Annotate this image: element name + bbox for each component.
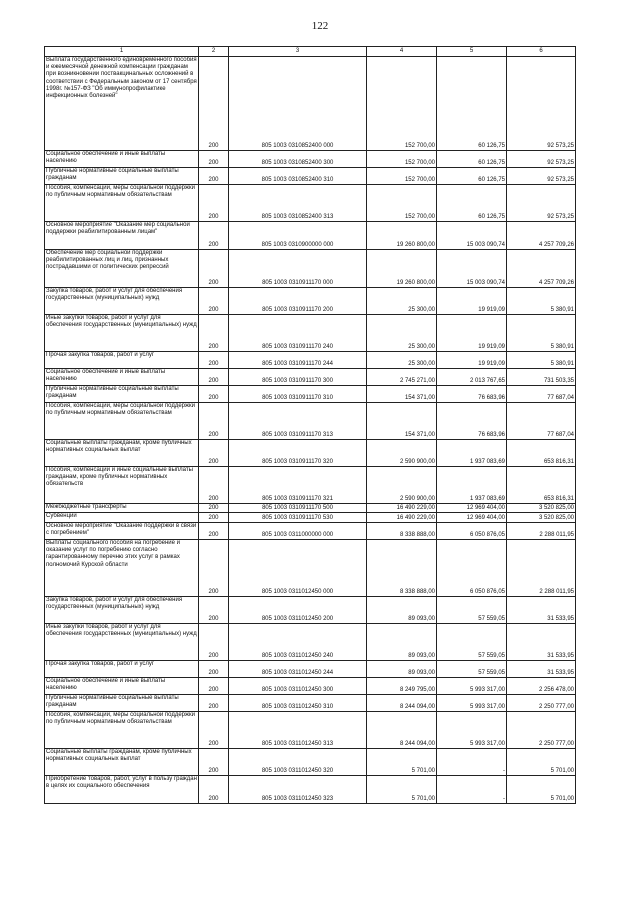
row-col6-amount-cell: 5 380,91 (507, 288, 576, 315)
header-col-4: 4 (367, 47, 437, 57)
row-col4-amount-cell: 8 244 094,00 (367, 695, 437, 712)
row-col6-amount-cell: 2 250 777,00 (507, 695, 576, 712)
row-col4-amount-cell: 89 093,00 (367, 661, 437, 678)
row-col5-amount-cell: 76 683,96 (437, 386, 507, 403)
row-admin-code-cell: 200 (199, 597, 229, 624)
row-name-cell: Выплата государственного единовременного пособия и ежемесячной денежной компенсации гражданам при возникновении поствакцинальных осложнений в соответствии с Федеральным законом от 17 сентября 1998г. №157-ФЗ "Об иммунопрофилактике инфекционных болезней" (45, 57, 199, 151)
row-col6-amount-cell: 5 701,00 (507, 749, 576, 776)
row-name-cell: Публичные нормативные социальные выплаты гражданам (45, 695, 199, 712)
row-col4-amount-cell: 2 590 900,00 (367, 440, 437, 467)
table-row (45, 403, 576, 440)
row-admin-code-cell: 200 (199, 504, 229, 513)
header-col-5: 5 (437, 47, 507, 57)
row-col6-amount-cell: 2 288 011,95 (507, 540, 576, 597)
row-classification-code-cell: 805 1003 0310852400 000 (229, 57, 367, 151)
row-col4-amount-cell: 89 093,00 (367, 624, 437, 661)
row-admin-code-cell: 200 (199, 315, 229, 352)
row-col5-amount-cell: 57 559,05 (437, 661, 507, 678)
row-col4-amount-cell: 152 700,00 (367, 168, 437, 185)
row-col6-amount-cell: 31 533,95 (507, 624, 576, 661)
row-col6-amount-cell: 2 250 777,00 (507, 712, 576, 749)
row-classification-code-cell: 805 1003 0310911170 300 (229, 369, 367, 386)
row-name-cell: Основное мероприятие "Оказание поддержки в связи с погребением" (45, 523, 199, 540)
row-classification-code-cell: 805 1003 0310852400 300 (229, 151, 367, 168)
row-col6-amount-cell: 92 573,25 (507, 185, 576, 222)
row-col5-amount-cell: 12 969 404,00 (437, 513, 507, 523)
table-row (45, 151, 576, 168)
row-classification-code-cell: 805 1003 0310911170 500 (229, 504, 367, 513)
row-col6-amount-cell: 2 256 478,00 (507, 678, 576, 695)
row-admin-code-cell: 200 (199, 250, 229, 288)
row-col5-amount-cell: 57 559,05 (437, 624, 507, 661)
row-name-cell: Публичные нормативные социальные выплаты гражданам (45, 386, 199, 403)
row-col6-amount-cell: 92 573,25 (507, 151, 576, 168)
table-row (45, 695, 576, 712)
row-col4-amount-cell: 152 700,00 (367, 151, 437, 168)
table-row (45, 222, 576, 250)
table-row (45, 440, 576, 467)
row-col5-amount-cell: 60 126,75 (437, 168, 507, 185)
row-name-cell: Закупка товаров, работ и услуг для обеспечения государственных (муниципальных) нужд (45, 597, 199, 624)
table-row (45, 369, 576, 386)
header-col-6: 6 (507, 47, 576, 57)
row-name-cell: Пособия, компенсации и иные социальные выплаты гражданам, кроме публичных нормативных обязательств (45, 467, 199, 504)
row-admin-code-cell: 200 (199, 222, 229, 250)
row-col6-amount-cell: 31 533,95 (507, 597, 576, 624)
table-row (45, 749, 576, 776)
table-row (45, 386, 576, 403)
row-classification-code-cell: 805 1003 0311012450 244 (229, 661, 367, 678)
row-col5-amount-cell: 15 003 090,74 (437, 222, 507, 250)
row-col4-amount-cell: 152 700,00 (367, 57, 437, 151)
row-classification-code-cell: 805 1003 0311012450 323 (229, 776, 367, 804)
row-classification-code-cell: 805 1003 0310911170 244 (229, 352, 367, 369)
table-row (45, 168, 576, 185)
row-col5-amount-cell: 6 050 876,05 (437, 523, 507, 540)
row-name-cell: Межбюджетные трансферты (45, 504, 199, 513)
row-col5-amount-cell: 19 919,09 (437, 352, 507, 369)
table-row (45, 624, 576, 661)
row-name-cell: Обеспечение мер социальной поддержки реабилитированных лиц и лиц, признанных пострадавшими от политических репрессий (45, 250, 199, 288)
row-name-cell: Публичные нормативные социальные выплаты гражданам (45, 168, 199, 185)
row-col4-amount-cell: 5 701,00 (367, 776, 437, 804)
row-col5-amount-cell: 12 969 404,00 (437, 504, 507, 513)
header-row (45, 47, 576, 57)
row-admin-code-cell: 200 (199, 467, 229, 504)
row-classification-code-cell: 805 1003 0310911170 240 (229, 315, 367, 352)
row-classification-code-cell: 805 1003 0310911170 530 (229, 513, 367, 523)
row-classification-code-cell: 805 1003 0310911170 000 (229, 250, 367, 288)
row-admin-code-cell: 200 (199, 386, 229, 403)
row-col4-amount-cell: 19 260 800,00 (367, 222, 437, 250)
table-row (45, 523, 576, 540)
row-col6-amount-cell: 653 816,31 (507, 467, 576, 504)
row-col6-amount-cell: 653 816,31 (507, 440, 576, 467)
row-admin-code-cell: 200 (199, 352, 229, 369)
row-col4-amount-cell: 16 490 229,00 (367, 513, 437, 523)
row-col6-amount-cell: 92 573,25 (507, 57, 576, 151)
row-name-cell: Пособия, компенсации, меры социальной поддержки по публичным нормативным обязательствам (45, 185, 199, 222)
row-col4-amount-cell: 2 590 900,00 (367, 467, 437, 504)
row-col5-amount-cell: 60 126,75 (437, 57, 507, 151)
row-admin-code-cell: 200 (199, 540, 229, 597)
row-name-cell: Выплаты социального пособия на погребение и оказание услуг по погребению согласно гарантированному перечню этих услуг в рамках полномочий Курской области (45, 540, 199, 597)
row-name-cell: Приобретение товаров, работ, услуг в пользу граждан в целях их социального обеспечения (45, 776, 199, 804)
row-col5-amount-cell: - (437, 776, 507, 804)
row-col5-amount-cell: 2 013 767,65 (437, 369, 507, 386)
row-classification-code-cell: 805 1003 0310911170 321 (229, 467, 367, 504)
row-col5-amount-cell: 15 003 090,74 (437, 250, 507, 288)
page-number: 122 (311, 20, 329, 32)
row-col4-amount-cell: 25 300,00 (367, 315, 437, 352)
table-row (45, 678, 576, 695)
table-body (45, 57, 576, 804)
row-col4-amount-cell: 25 300,00 (367, 288, 437, 315)
row-col6-amount-cell: 5 380,91 (507, 352, 576, 369)
row-admin-code-cell: 200 (199, 151, 229, 168)
table-row (45, 250, 576, 288)
row-col5-amount-cell: 60 126,75 (437, 185, 507, 222)
row-classification-code-cell: 805 1003 0311000000 000 (229, 523, 367, 540)
row-col4-amount-cell: 152 700,00 (367, 185, 437, 222)
row-col5-amount-cell: 1 937 083,69 (437, 467, 507, 504)
row-col5-amount-cell: 5 993 317,00 (437, 695, 507, 712)
header-col-2: 2 (199, 47, 229, 57)
table-row (45, 352, 576, 369)
row-col4-amount-cell: 16 490 229,00 (367, 504, 437, 513)
row-col5-amount-cell: 57 559,05 (437, 597, 507, 624)
row-name-cell: Иные закупки товаров, работ и услуг для обеспечения государственных (муниципальных) нужд (45, 624, 199, 661)
row-classification-code-cell: 805 1003 0310911170 320 (229, 440, 367, 467)
row-classification-code-cell: 805 1003 0310852400 313 (229, 185, 367, 222)
row-admin-code-cell: 200 (199, 288, 229, 315)
row-name-cell: Субвенции (45, 513, 199, 523)
row-col4-amount-cell: 89 093,00 (367, 597, 437, 624)
row-name-cell: Прочая закупка товаров, работ и услуг (45, 352, 199, 369)
row-col6-amount-cell: 5 701,00 (507, 776, 576, 804)
row-col4-amount-cell: 8 338 888,00 (367, 523, 437, 540)
row-col6-amount-cell: 4 257 709,26 (507, 222, 576, 250)
table-row (45, 57, 576, 151)
row-admin-code-cell: 200 (199, 57, 229, 151)
row-col5-amount-cell: 19 919,09 (437, 288, 507, 315)
table-row (45, 288, 576, 315)
row-col5-amount-cell: 60 126,75 (437, 151, 507, 168)
header-col-1: 1 (45, 47, 199, 57)
row-col6-amount-cell: 3 520 825,00 (507, 504, 576, 513)
table-row (45, 185, 576, 222)
row-col6-amount-cell: 2 288 011,95 (507, 523, 576, 540)
table-row (45, 467, 576, 504)
row-col4-amount-cell: 2 745 271,00 (367, 369, 437, 386)
row-col4-amount-cell: 8 338 888,00 (367, 540, 437, 597)
table-row (45, 712, 576, 749)
row-admin-code-cell: 200 (199, 776, 229, 804)
row-classification-code-cell: 805 1003 0311012450 240 (229, 624, 367, 661)
row-col6-amount-cell: 4 257 709,26 (507, 250, 576, 288)
row-classification-code-cell: 805 1003 0310911170 200 (229, 288, 367, 315)
row-admin-code-cell: 200 (199, 168, 229, 185)
row-admin-code-cell: 200 (199, 678, 229, 695)
row-admin-code-cell: 200 (199, 369, 229, 386)
row-admin-code-cell: 200 (199, 695, 229, 712)
row-name-cell: Прочая закупка товаров, работ и услуг (45, 661, 199, 678)
row-col4-amount-cell: 8 249 795,00 (367, 678, 437, 695)
row-classification-code-cell: 805 1003 0310852400 310 (229, 168, 367, 185)
row-classification-code-cell: 805 1003 0310911170 313 (229, 403, 367, 440)
row-col6-amount-cell: 31 533,95 (507, 661, 576, 678)
table-row (45, 315, 576, 352)
row-admin-code-cell: 200 (199, 523, 229, 540)
row-col4-amount-cell: 154 371,00 (367, 403, 437, 440)
budget-execution-table (44, 46, 576, 804)
row-classification-code-cell: 805 1003 0311012450 000 (229, 540, 367, 597)
table-row (45, 513, 576, 523)
row-name-cell: Основное мероприятие "Оказание мер социальной поддержки реабилитированным лицам" (45, 222, 199, 250)
header-col-3: 3 (229, 47, 367, 57)
row-admin-code-cell: 200 (199, 712, 229, 749)
row-col5-amount-cell: - (437, 749, 507, 776)
row-classification-code-cell: 805 1003 0311012450 313 (229, 712, 367, 749)
table-row (45, 776, 576, 804)
row-classification-code-cell: 805 1003 0311012450 200 (229, 597, 367, 624)
row-col5-amount-cell: 6 050 876,05 (437, 540, 507, 597)
row-classification-code-cell: 805 1003 0311012450 310 (229, 695, 367, 712)
row-admin-code-cell: 200 (199, 403, 229, 440)
row-admin-code-cell: 200 (199, 749, 229, 776)
row-col5-amount-cell: 19 919,09 (437, 315, 507, 352)
row-col4-amount-cell: 8 244 094,00 (367, 712, 437, 749)
table-row (45, 504, 576, 513)
row-admin-code-cell: 200 (199, 440, 229, 467)
row-col6-amount-cell: 5 380,91 (507, 315, 576, 352)
row-admin-code-cell: 200 (199, 513, 229, 523)
row-col4-amount-cell: 25 300,00 (367, 352, 437, 369)
row-name-cell: Закупка товаров, работ и услуг для обеспечения государственных (муниципальных) нужд (45, 288, 199, 315)
row-name-cell: Социальные выплаты гражданам, кроме публичных нормативных социальных выплат (45, 440, 199, 467)
row-classification-code-cell: 805 1003 0310911170 310 (229, 386, 367, 403)
row-name-cell: Социальное обеспечение и иные выплаты населению (45, 678, 199, 695)
table-row (45, 661, 576, 678)
row-name-cell: Иные закупки товаров, работ и услуг для обеспечения государственных (муниципальных) нужд (45, 315, 199, 352)
row-col4-amount-cell: 19 260 800,00 (367, 250, 437, 288)
row-name-cell: Социальные выплаты гражданам, кроме публичных нормативных социальных выплат (45, 749, 199, 776)
row-col6-amount-cell: 731 503,35 (507, 369, 576, 386)
row-admin-code-cell: 200 (199, 661, 229, 678)
table-row (45, 597, 576, 624)
row-col5-amount-cell: 5 993 317,00 (437, 678, 507, 695)
row-admin-code-cell: 200 (199, 185, 229, 222)
row-col6-amount-cell: 92 573,25 (507, 168, 576, 185)
row-classification-code-cell: 805 1003 0311012450 300 (229, 678, 367, 695)
row-name-cell: Пособия, компенсации, меры социальной поддержки по публичным нормативным обязательствам (45, 712, 199, 749)
row-classification-code-cell: 805 1003 0311012450 320 (229, 749, 367, 776)
row-classification-code-cell: 805 1003 0310900000 000 (229, 222, 367, 250)
row-col4-amount-cell: 5 701,00 (367, 749, 437, 776)
row-col5-amount-cell: 5 993 317,00 (437, 712, 507, 749)
row-name-cell: Социальное обеспечение и иные выплаты населению (45, 151, 199, 168)
row-name-cell: Социальное обеспечение и иные выплаты населению (45, 369, 199, 386)
table-row (45, 540, 576, 597)
row-col6-amount-cell: 77 687,04 (507, 386, 576, 403)
row-name-cell: Пособия, компенсации, меры социальной поддержки по публичным нормативным обязательствам (45, 403, 199, 440)
row-col5-amount-cell: 1 937 083,69 (437, 440, 507, 467)
row-col6-amount-cell: 77 687,04 (507, 403, 576, 440)
row-col6-amount-cell: 3 520 825,00 (507, 513, 576, 523)
row-admin-code-cell: 200 (199, 624, 229, 661)
row-col4-amount-cell: 154 371,00 (367, 386, 437, 403)
row-col5-amount-cell: 76 683,96 (437, 403, 507, 440)
